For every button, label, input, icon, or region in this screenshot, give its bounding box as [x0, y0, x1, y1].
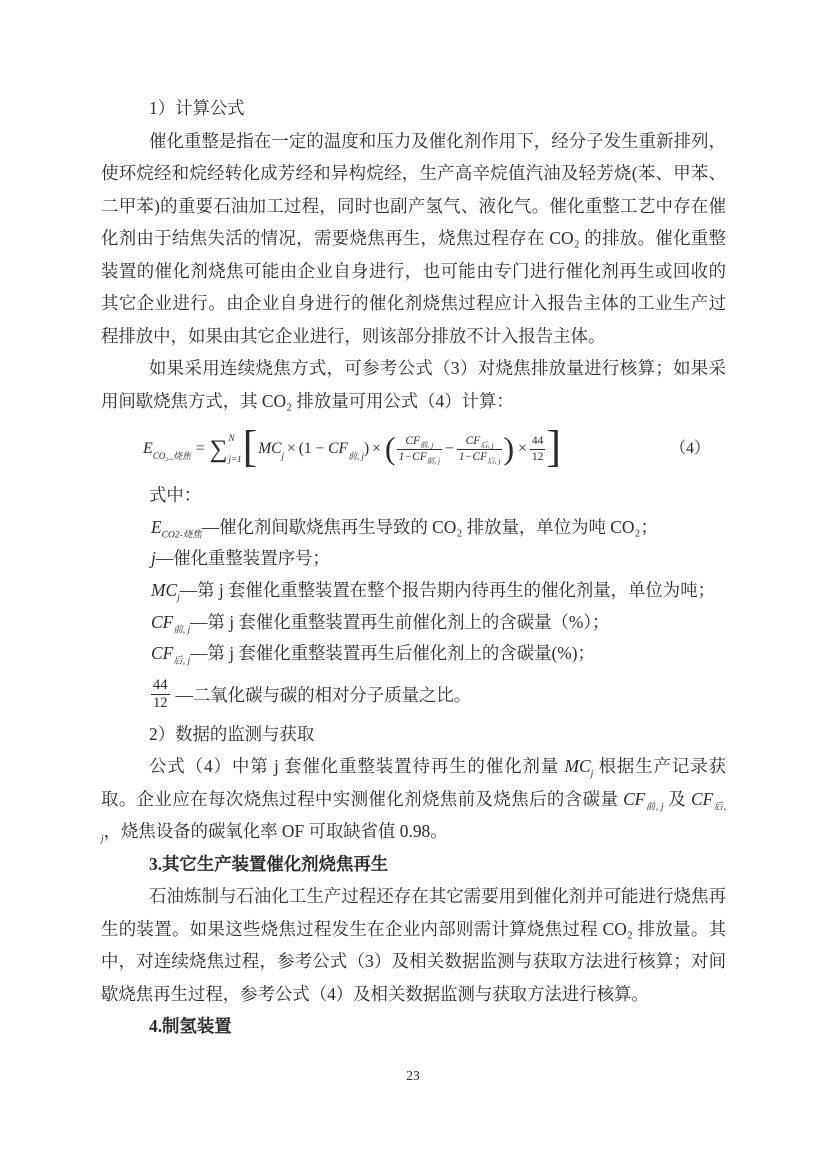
var-cf-pre: CF — [623, 788, 646, 809]
sum-lower-limit: j=1 — [228, 454, 242, 464]
def-term: E — [151, 516, 162, 537]
multiply-sign: × — [518, 440, 527, 458]
def-term-sub: j — [177, 593, 180, 604]
monitoring-text: ，烧焦设备的碳氧化率 OF 可取缺省值 0.98。 — [103, 821, 448, 842]
para-coke-methods: 如果采用连续烧焦方式，可参考公式（3）对烧焦排放量进行核算；如果采用间歇烧焦方式，其 CO₂ 排放量可用公式（4）计算： — [101, 358, 726, 411]
formula-lhs — [143, 440, 191, 462]
def-desc: —第 j 套催化重整装置在整个报告期内待再生的催化剂量，单位为吨； — [179, 579, 715, 600]
term-mc — [258, 440, 284, 462]
fraction-denominator: 12 — [531, 450, 544, 463]
sigma-symbol: ∑ — [209, 435, 228, 463]
ratio-denominator: 12 — [153, 695, 168, 712]
big-left-paren: ( — [384, 430, 396, 466]
definition-e — [101, 512, 726, 544]
fraction-44-12 — [530, 434, 546, 464]
def-desc: —催化剂间歇烧焦再生导致的 CO₂ 排放量，单位为吨 CO₂； — [201, 516, 658, 537]
section3-heading: 3.其它生产装置催化剂烧焦再生 — [149, 853, 389, 874]
def-desc: —第 j 套催化重整装置再生后催化剂上的含碳量(%)； — [190, 643, 595, 664]
def-term-sub: 后, j — [173, 656, 191, 667]
cf-post-sub: 后, j — [480, 440, 494, 450]
definition-cf-post — [101, 638, 726, 670]
def-term-sub: CO2-烧焦 — [161, 529, 202, 540]
var-mc: MC — [564, 756, 591, 777]
formula-e-sub: CO₂_烧焦 — [152, 451, 191, 462]
formula-4 — [101, 422, 726, 471]
def-desc: —催化重整装置序号； — [155, 548, 330, 569]
para-data-monitoring — [101, 750, 726, 848]
def-term: j — [151, 548, 156, 569]
var-mc-sub: j — [590, 769, 594, 780]
fraction-denominator — [397, 449, 443, 464]
definition-ratio-44-12 — [101, 677, 726, 713]
ratio-fraction — [151, 677, 170, 713]
para-other-units: 石油炼制与石油化工生产过程还存在其它需要用到催化剂并可能进行烧焦再生的装置。如果这些烧焦过程发生在企业内部则需计算烧焦过程 CO₂ 排放量。其中，对连续烧焦过程，参考公式（3）及相关数据监测与获取方法进行核算；对间歇烧焦再生过程，参考公式（4）及相关数据监测与获取方法进行核算。 — [101, 886, 726, 1004]
def-term: CF — [151, 643, 174, 664]
mc-sub: j — [281, 451, 284, 462]
def-term: CF — [151, 611, 174, 632]
formula-e: E — [143, 440, 153, 457]
page-content — [101, 92, 726, 1043]
var-cf-post-sub: 后, j — [101, 802, 726, 845]
var-cf-pre-sub: 前, j — [645, 802, 664, 813]
definition-j — [101, 543, 726, 575]
minus-sign: − — [445, 440, 454, 458]
fraction-denominator — [457, 449, 503, 464]
formula-intro: 式中： — [149, 485, 202, 505]
ratio-numerator: 44 — [153, 677, 168, 694]
mc-base: MC — [258, 440, 282, 458]
cf-pre-sub: 前, j — [347, 451, 364, 462]
ratio-desc: —二氧化碳与碳的相对分子质量之比。 — [175, 684, 472, 705]
cf-base: CF — [328, 440, 348, 458]
def-term: MC — [151, 579, 178, 600]
left-paren: ( — [298, 440, 304, 458]
section4-heading: 4.制氢装置 — [149, 1016, 232, 1037]
multiply-sign: × — [372, 440, 381, 458]
sum-limits — [229, 432, 242, 466]
big-right-paren: ) — [503, 430, 515, 466]
cf-pre-sub: 前, j — [420, 440, 434, 450]
definition-cf-pre — [101, 607, 726, 639]
fraction-numerator — [464, 434, 496, 448]
monitoring-text: 根据生产记录获取。企业应在每次烧焦过程中实测催化剂烧焦前及烧焦后的含碳量 — [101, 756, 726, 809]
cf-base: CF — [405, 435, 421, 448]
right-paren: ) — [364, 440, 370, 458]
sum-operator — [210, 432, 242, 466]
fraction-cf-post — [457, 434, 503, 464]
section2-heading: 2）数据的监测与获取 — [149, 723, 315, 744]
fraction-cf-pre — [397, 434, 443, 464]
cf-pre-sub: 前, j — [426, 455, 441, 465]
multiply-sign: × — [287, 440, 296, 458]
fraction-numerator: 44 — [531, 435, 544, 448]
cf-post-sub: 后, j — [487, 455, 501, 465]
def-term-sub: 前, j — [173, 625, 191, 636]
section1-heading: 1）计算公式 — [149, 98, 245, 118]
left-bracket: [ — [242, 422, 258, 471]
formula-number: （4） — [669, 440, 710, 457]
monitoring-text: 及 — [663, 788, 691, 809]
para-reforming-intro: 催化重整是指在一定的温度和压力及催化剂作用下，经分子发生重新排列，使环烷经和烷经转化成芳经和异构烷经，生产高辛烷值汽油及轻芳烧(苯、甲苯、二甲苯)的重要石油加工过程，同时也副产氢气、液化气。催化重整工艺中存在催化剂由于结焦失活的情况，需要烧焦再生，烧焦过程存在 CO₂ 的排放。催化重整装置的催化剂烧焦可能由企业自身进行，也可能由专门进行催化剂再生或回收的其它企业进行。由企业自身进行的催化剂烧焦过程应计入报告主体的工业生产过程排放中，如果由其它企业进行，则该部分排放不计入报告主体。 — [101, 130, 726, 346]
sum-upper-limit: N — [228, 433, 235, 443]
definition-mc — [101, 575, 726, 607]
cf-base: CF — [465, 435, 481, 448]
fraction-numerator — [403, 434, 435, 448]
right-bracket: ] — [546, 422, 562, 471]
den-prefix: 1−CF — [398, 450, 427, 463]
def-desc: —第 j 套催化重整装置再生前催化剂上的含碳量（%）； — [190, 611, 610, 632]
paren-one-minus-cf — [298, 440, 370, 462]
equals-sign: = — [195, 440, 205, 458]
monitoring-text: 公式（4）中第 j 套催化重整装置待再生的催化剂量 — [149, 756, 565, 777]
var-cf-post: CF — [690, 788, 714, 809]
one-minus: 1 − — [303, 440, 329, 458]
den-prefix: 1−CF — [458, 450, 488, 463]
page-number: 23 — [406, 1068, 420, 1083]
